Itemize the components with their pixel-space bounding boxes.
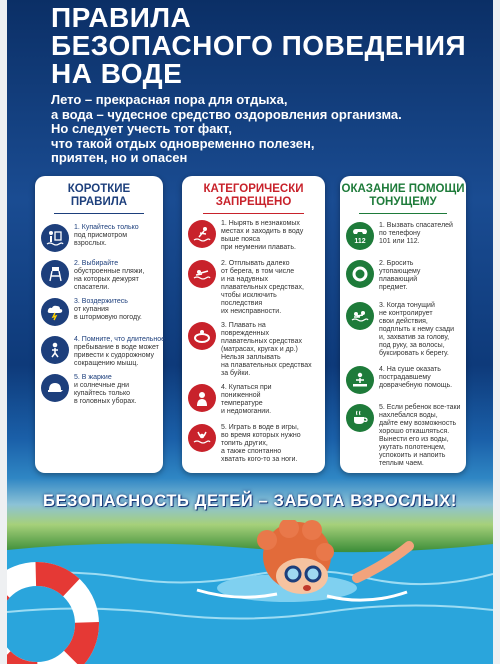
item-line: успокоить и напоить xyxy=(379,452,446,459)
item-line: подплыть к нему сзади xyxy=(379,326,455,333)
item-text xyxy=(221,384,272,416)
item-line: пребывание в воде может xyxy=(74,344,159,351)
item-text xyxy=(221,424,301,464)
item-line: теплым чаем. xyxy=(379,460,424,467)
swimmer-after-meal-icon xyxy=(41,336,69,364)
item-line: укутать полотенцем, xyxy=(379,444,446,451)
intro-line: Лето – прекрасная пора для отдыха, xyxy=(51,92,288,107)
item-line: 5. Играть в воде в игры, xyxy=(221,424,299,431)
title-line: БЕЗОПАСНОГО ПОВЕДЕНИЯ xyxy=(51,30,467,61)
card-title-line: КАТЕГОРИЧЕСКИ xyxy=(203,183,304,195)
item-text xyxy=(221,260,304,316)
item-line: не контролирует xyxy=(379,310,433,317)
swimmer-supervisor-icon xyxy=(41,224,69,252)
list-item xyxy=(41,260,159,292)
list-item xyxy=(346,366,462,394)
drowning-person-icon xyxy=(188,424,216,452)
item-line: 3. Плавать на xyxy=(221,322,266,329)
item-line: 5. Если ребенок все-таки xyxy=(379,404,461,411)
item-line: предмет. xyxy=(379,284,408,291)
item-line: буксировать к берегу. xyxy=(379,350,449,357)
item-line: сокращению мышц. xyxy=(74,360,139,367)
inflatable-ring-icon xyxy=(188,322,216,350)
list-item xyxy=(188,384,321,416)
item-text xyxy=(74,336,165,368)
item-line: последствия xyxy=(221,300,263,307)
item-line: на которых дежурят xyxy=(74,276,139,283)
item-line: пониженной xyxy=(221,392,261,399)
pool-scene-illustration xyxy=(7,520,493,664)
list-item xyxy=(346,302,462,358)
list-item xyxy=(41,374,159,406)
item-line: обустроенные пляжи, xyxy=(74,268,145,275)
item-line: под руку, за волосы, xyxy=(379,342,445,349)
item-line: в штормовую погоду. xyxy=(74,314,142,321)
item-text xyxy=(379,404,460,468)
list-item xyxy=(188,260,321,316)
card-short-rules xyxy=(35,176,166,473)
list-item xyxy=(346,222,462,250)
poster xyxy=(7,0,493,664)
list-item xyxy=(41,224,159,252)
child-mouth xyxy=(303,585,311,591)
card-title xyxy=(340,176,466,209)
poster-title xyxy=(51,4,466,88)
item-text xyxy=(379,366,452,390)
item-line: при неумении плавать. xyxy=(221,244,296,251)
title-line: НА ВОДЕ xyxy=(51,58,183,89)
item-line: взрослых. xyxy=(74,240,107,247)
item-line: дайте ему возможность xyxy=(379,420,457,427)
item-line: выше пояса xyxy=(221,236,261,243)
item-text xyxy=(221,220,303,252)
card-divider xyxy=(359,213,447,214)
item-line: 2. Отплывать далеко xyxy=(221,260,290,267)
item-line: 1. Нырять в незнакомых xyxy=(221,220,300,227)
item-line: температуре xyxy=(221,400,263,407)
life-ring-icon xyxy=(346,260,374,288)
goggle-right xyxy=(306,567,320,581)
list-item xyxy=(188,424,321,464)
item-line: во время которых нужно xyxy=(221,432,301,439)
card-divider xyxy=(54,213,144,214)
item-line: плавательных средствах, xyxy=(221,284,304,291)
card-title-line: ЗАПРЕЩЕНО xyxy=(215,196,292,208)
item-line: от берега, в том числе xyxy=(221,268,295,275)
item-line: 101 или 112. xyxy=(379,238,420,245)
item-text xyxy=(221,322,312,378)
item-line: поврежденных xyxy=(221,330,270,337)
item-line: и солнечные дни xyxy=(74,382,130,389)
item-line: 4. Помните, что длительное xyxy=(74,336,166,343)
intro-text xyxy=(51,93,491,166)
item-line: 4. На суше оказать xyxy=(379,366,441,373)
phone-112-label: 112 xyxy=(354,238,366,245)
item-line: их неисправности. xyxy=(221,308,282,315)
card-title-line: ТОНУЩЕМУ xyxy=(369,196,437,208)
item-line: 2. Выбирайте xyxy=(74,260,119,267)
item-line: и, захватив за голову, xyxy=(379,334,450,341)
card-title xyxy=(35,176,163,209)
item-line: Нельзя заплывать xyxy=(221,354,281,361)
list-item xyxy=(41,336,166,368)
item-line: привести к судорожному xyxy=(74,352,154,359)
item-line: плавательных средствах xyxy=(221,338,302,345)
item-line: хватать кого-то за ноги. xyxy=(221,456,298,463)
storm-cloud-icon xyxy=(41,298,69,326)
item-line: на плавательных средствах xyxy=(221,362,312,369)
list-item xyxy=(346,260,462,292)
item-line: плавающий xyxy=(379,276,418,283)
item-text xyxy=(74,298,142,322)
item-line: а также спонтанно xyxy=(221,448,282,455)
cpr-icon xyxy=(346,366,374,394)
intro-line: Но следует учесть тот факт, xyxy=(51,121,232,136)
card-prohibited xyxy=(182,176,325,473)
item-text xyxy=(74,374,137,406)
list-item xyxy=(346,404,462,468)
item-line: 2. Бросить xyxy=(379,260,414,267)
item-line: 1. Вызвать спасателей xyxy=(379,222,453,229)
card-title xyxy=(182,176,325,209)
item-line: от купания xyxy=(74,306,109,313)
item-line: 1. Купайтесь только xyxy=(74,224,139,231)
item-line: чтобы исключить xyxy=(221,292,277,299)
rescue-swimmer-icon xyxy=(346,302,374,330)
swimmer-far-icon xyxy=(188,260,216,288)
item-line: свои действия, xyxy=(379,318,428,325)
list-item xyxy=(41,298,159,326)
item-line: (матрасах, кругах и др.) xyxy=(221,346,298,353)
lifeguard-tower-icon xyxy=(41,260,69,288)
cold-person-icon xyxy=(188,384,216,412)
item-line: спасатели. xyxy=(74,284,110,291)
item-text xyxy=(379,222,453,246)
no-diving-icon xyxy=(188,220,216,248)
item-line: в головных уборах. xyxy=(74,398,137,405)
list-item xyxy=(188,322,321,378)
item-text xyxy=(379,260,420,292)
card-rescue-help xyxy=(340,176,466,473)
item-line: по телефону xyxy=(379,230,421,237)
item-line: купайтесь только xyxy=(74,390,130,397)
intro-line: приятен, но и опасен xyxy=(51,150,188,165)
item-line: 5. В жаркие xyxy=(74,374,112,381)
phone-112-icon xyxy=(346,222,374,250)
list-item xyxy=(188,220,321,252)
item-text xyxy=(379,302,454,358)
item-line: 4. Купаться при xyxy=(221,384,272,391)
item-line: утопающему xyxy=(379,268,421,275)
item-line: топить других, xyxy=(221,440,268,447)
item-line: 3. Когда тонущий xyxy=(379,302,435,309)
card-title-line: ПРАВИЛА xyxy=(70,196,128,208)
goggle-left xyxy=(286,567,300,581)
item-line: под присмотром xyxy=(74,232,128,239)
item-text xyxy=(74,224,139,248)
item-line: доврачебную помощь. xyxy=(379,382,453,389)
intro-line: что такой отдых одновременно полезен, xyxy=(51,135,315,151)
item-line: нахлебался воды, xyxy=(379,412,438,419)
hot-tea-icon xyxy=(346,404,374,432)
item-line: за буйки. xyxy=(221,370,251,377)
intro-line: а вода – чудесное средство оздоровления организма. xyxy=(51,106,402,122)
item-line: и недомогании. xyxy=(221,408,272,415)
title-line: ПРАВИЛА xyxy=(51,2,192,33)
item-line: 3. Воздержитесь xyxy=(74,298,128,305)
card-title-line: КОРОТКИЕ xyxy=(67,183,131,195)
item-line: и на надувных xyxy=(221,276,269,283)
card-title-line: ОКАЗАНИЕ ПОМОЩИ xyxy=(341,183,465,195)
slogan-banner: БЕЗОПАСНОСТЬ ДЕТЕЙ – ЗАБОТА ВЗРОСЛЫХ! xyxy=(42,492,457,510)
item-line: пострадавшему xyxy=(379,374,431,381)
item-line: хорошо откашляться. xyxy=(379,428,450,435)
cap-icon xyxy=(41,374,69,402)
item-text xyxy=(74,260,144,292)
item-line: местах и заходить в воду xyxy=(221,228,304,235)
item-line: Вынести его из воды, xyxy=(379,436,449,443)
card-divider xyxy=(203,213,303,214)
